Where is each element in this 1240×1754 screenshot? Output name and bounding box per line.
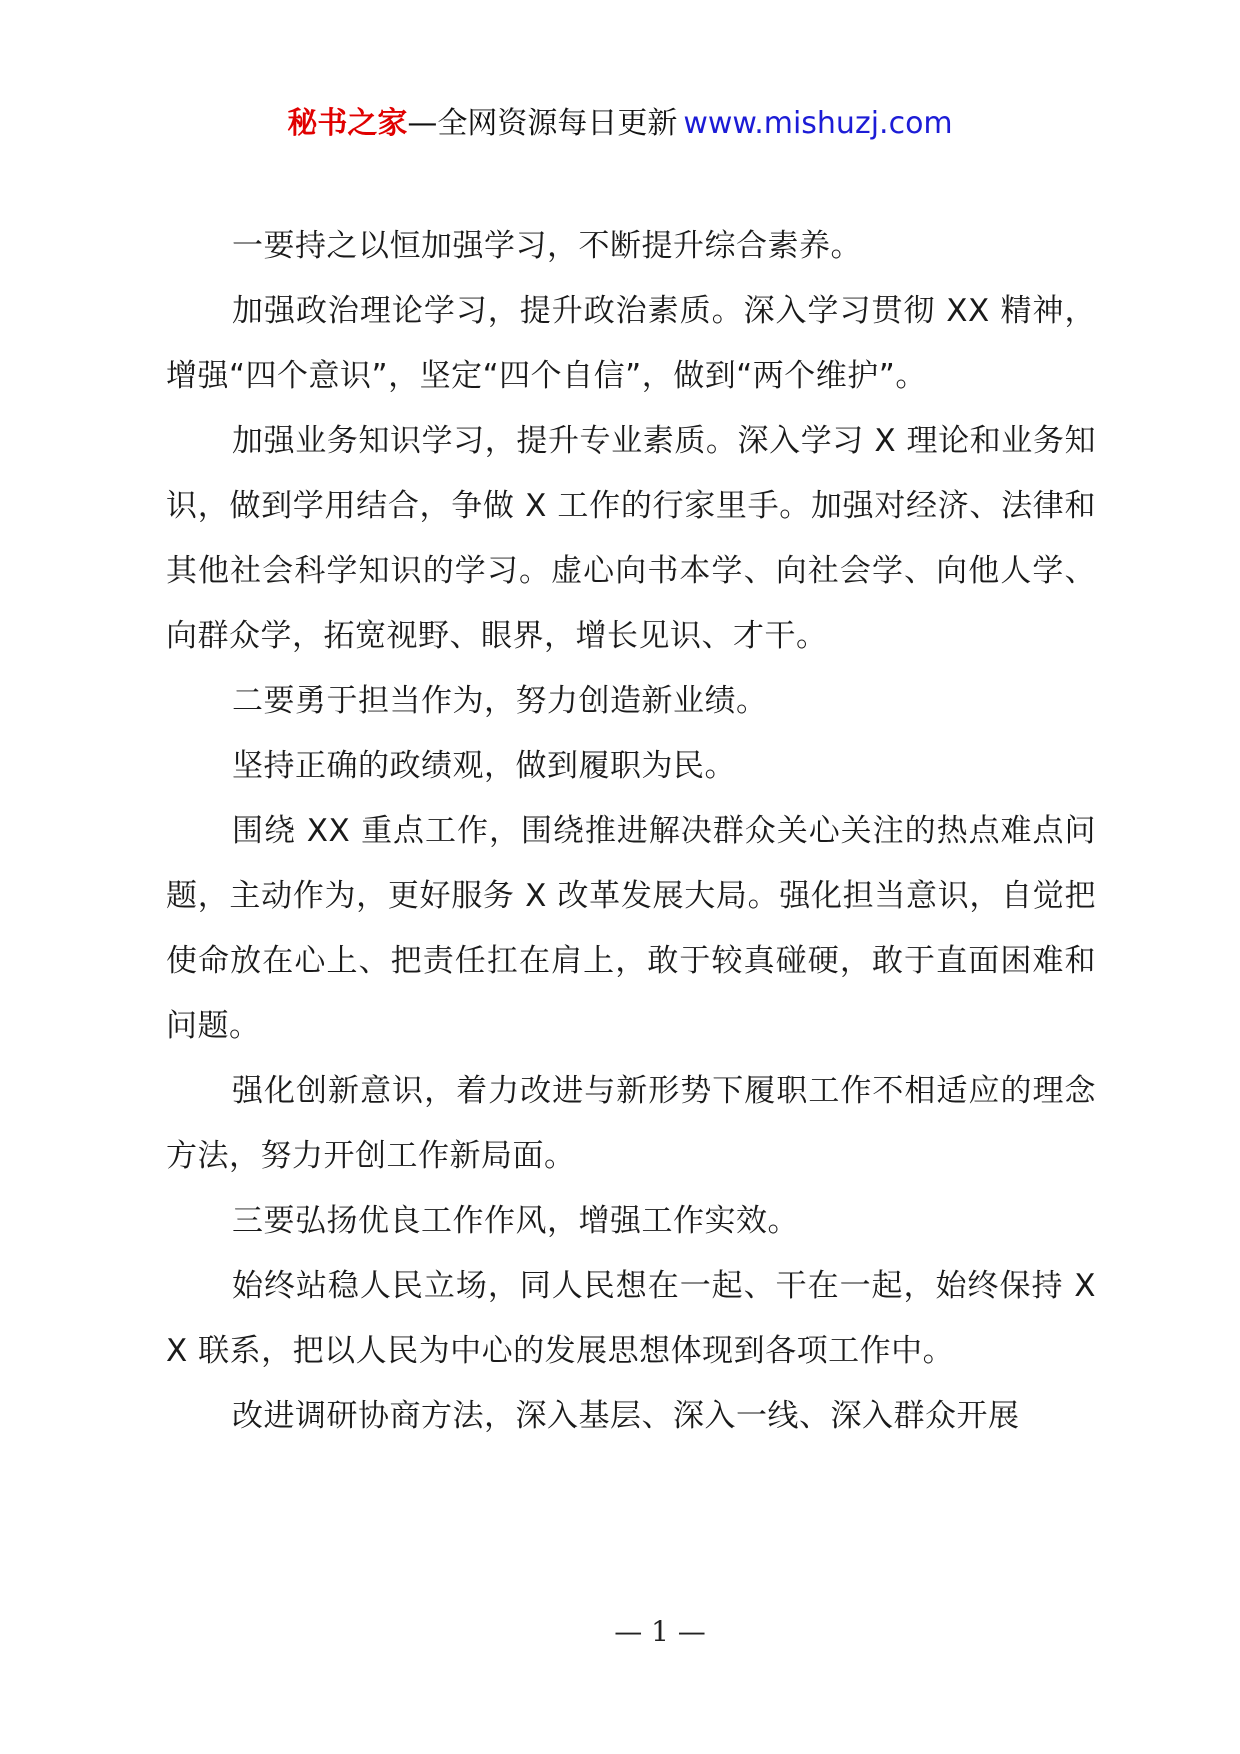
brand-name: 秘书之家 <box>287 106 408 141</box>
header-tagline: —全网资源每日更新 <box>407 106 678 141</box>
site-url-link[interactable]: www.mishuzj.com <box>683 106 953 141</box>
paragraph-heading-3: 三要弘扬优良工作作风，增强工作实效。 <box>232 1203 799 1239</box>
paragraph: 加强业务知识学习，提升专业素质。深入学习 X 理论和业务知识，做到学用结合，争做 X 工作的行家里手。加强对经济、法律和其他社会科学知识的学习。虚心向书本学、向社会学、向他人学、向群众学，拓宽视野、眼界，增长见识、才干。 <box>166 423 1096 654</box>
paragraph: 强化创新意识，着力改进与新形势下履职工作不相适应的理念方法，努力开创工作新局面。 <box>166 1073 1096 1174</box>
paragraph-heading-2: 二要勇于担当作为，努力创造新业绩。 <box>232 683 768 719</box>
paragraph: 加强政治理论学习，提升政治素质。深入学习贯彻 XX 精神，增强“四个意识”，坚定“四个自信”，做到“两个维护”。 <box>166 293 1096 394</box>
page-number: — 1 — <box>614 1615 706 1648</box>
document-body <box>166 214 1096 1449</box>
page-header <box>0 104 1240 144</box>
paragraph: 始终站稳人民立场，同人民想在一起、干在一起，始终保持 XX 联系，把以人民为中心的发展思想体现到各项工作中。 <box>166 1268 1096 1369</box>
paragraph: 坚持正确的政绩观，做到履职为民。 <box>232 748 736 784</box>
paragraph-heading-1: 一要持之以恒加强学习，不断提升综合素养。 <box>232 228 862 264</box>
paragraph: 围绕 XX 重点工作，围绕推进解决群众关心关注的热点难点问题，主动作为，更好服务 X 改革发展大局。强化担当意识，自觉把使命放在心上、把责任扛在肩上，敢于较真碰硬，敢于直面困难和问题。 <box>166 813 1096 1044</box>
paragraph: 改进调研协商方法，深入基层、深入一线、深入群众开展 <box>232 1398 1020 1434</box>
